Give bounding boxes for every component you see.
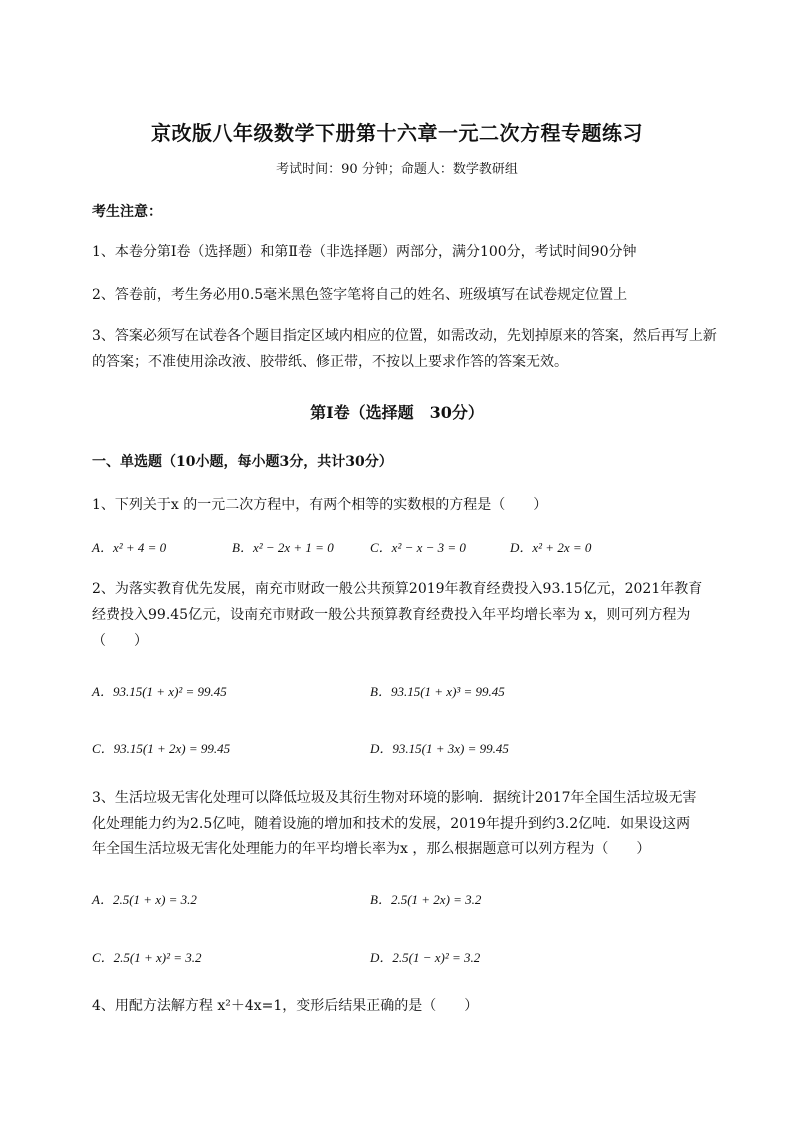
question-3-stem: 化处理能力约为2.5亿吨，随着设施的增加和技术的发展，2019年提升到约3.2亿吨．如果设这两 [92, 816, 691, 832]
question-1-option-a[interactable]: A．x² + 4 = 0 [92, 540, 167, 555]
question-2-stem: 2、为落实教育优先发展，南充市财政一般公共预算2019年教育经费投入93.15亿元，2021年教育 [92, 581, 703, 597]
question-1-option-c[interactable]: C．x² − x − 3 = 0 [370, 540, 466, 555]
notice-item: 的答案；不准使用涂改液、胶带纸、修正带，不按以上要求作答的答案无效。 [92, 354, 568, 370]
question-2-stem: （ ） [92, 633, 148, 649]
question-1-option-d[interactable]: D．x² + 2x = 0 [510, 540, 592, 555]
notice-item: 1、本卷分第Ⅰ卷（选择题）和第Ⅱ卷（非选择题）两部分，满分100分，考试时间90分钟 [92, 244, 637, 260]
page-title: 京改版八年级数学下册第十六章一元二次方程专题练习 [151, 121, 643, 145]
notice-item: 2、答卷前，考生务必用0.5毫米黑色签字笔将自己的姓名、班级填写在试卷规定位置上 [92, 287, 628, 303]
question-3-stem: 年全国生活垃圾无害化处理能力的年平均增长率为x ，那么根据题意可以列方程为（ ） [92, 841, 651, 857]
question-2-option-b[interactable]: B．93.15(1 + x)³ = 99.45 [370, 684, 505, 699]
question-2-option-d[interactable]: D．93.15(1 + 3x) = 99.45 [370, 741, 509, 756]
question-3-option-b[interactable]: B．2.5(1 + 2x) = 3.2 [370, 892, 482, 907]
question-3-stem: 3、生活垃圾无害化处理可以降低垃圾及其衍生物对环境的影响．据统计2017年全国生活垃圾无害 [92, 790, 697, 806]
question-3-option-a[interactable]: A．2.5(1 + x) = 3.2 [92, 892, 197, 907]
question-2-option-c[interactable]: C．93.15(1 + 2x) = 99.45 [92, 741, 231, 756]
question-3-option-d[interactable]: D．2.5(1 − x)² = 3.2 [370, 950, 481, 965]
notice-item: 3、答案必须写在试卷各个题目指定区域内相应的位置，如需改动，先划掉原来的答案，然后再写上新 [92, 328, 717, 344]
question-4-stem: 4、用配方法解方程 x²＋4x=1，变形后结果正确的是（ ） [92, 998, 479, 1014]
question-3-option-c[interactable]: C．2.5(1 + x)² = 3.2 [92, 950, 202, 965]
part-title: 第Ⅰ卷（选择题 30分） [310, 403, 484, 422]
question-1-option-b[interactable]: B．x² − 2x + 1 = 0 [232, 540, 334, 555]
question-2-stem: 经费投入99.45亿元，设南充市财政一般公共预算教育经费投入年平均增长率为 x，则可列方程为 [92, 607, 691, 623]
section-heading: 一、单选题（10小题，每小题3分，共计30分） [92, 454, 393, 470]
notice-heading: 考生注意： [92, 204, 162, 220]
question-2-option-a[interactable]: A．93.15(1 + x)² = 99.45 [92, 684, 227, 699]
exam-info: 考试时间：90 分钟；命题人：数学教研组 [276, 162, 518, 177]
question-1-stem: 1、下列关于x 的一元二次方程中，有两个相等的实数根的方程是（ ） [92, 497, 548, 513]
